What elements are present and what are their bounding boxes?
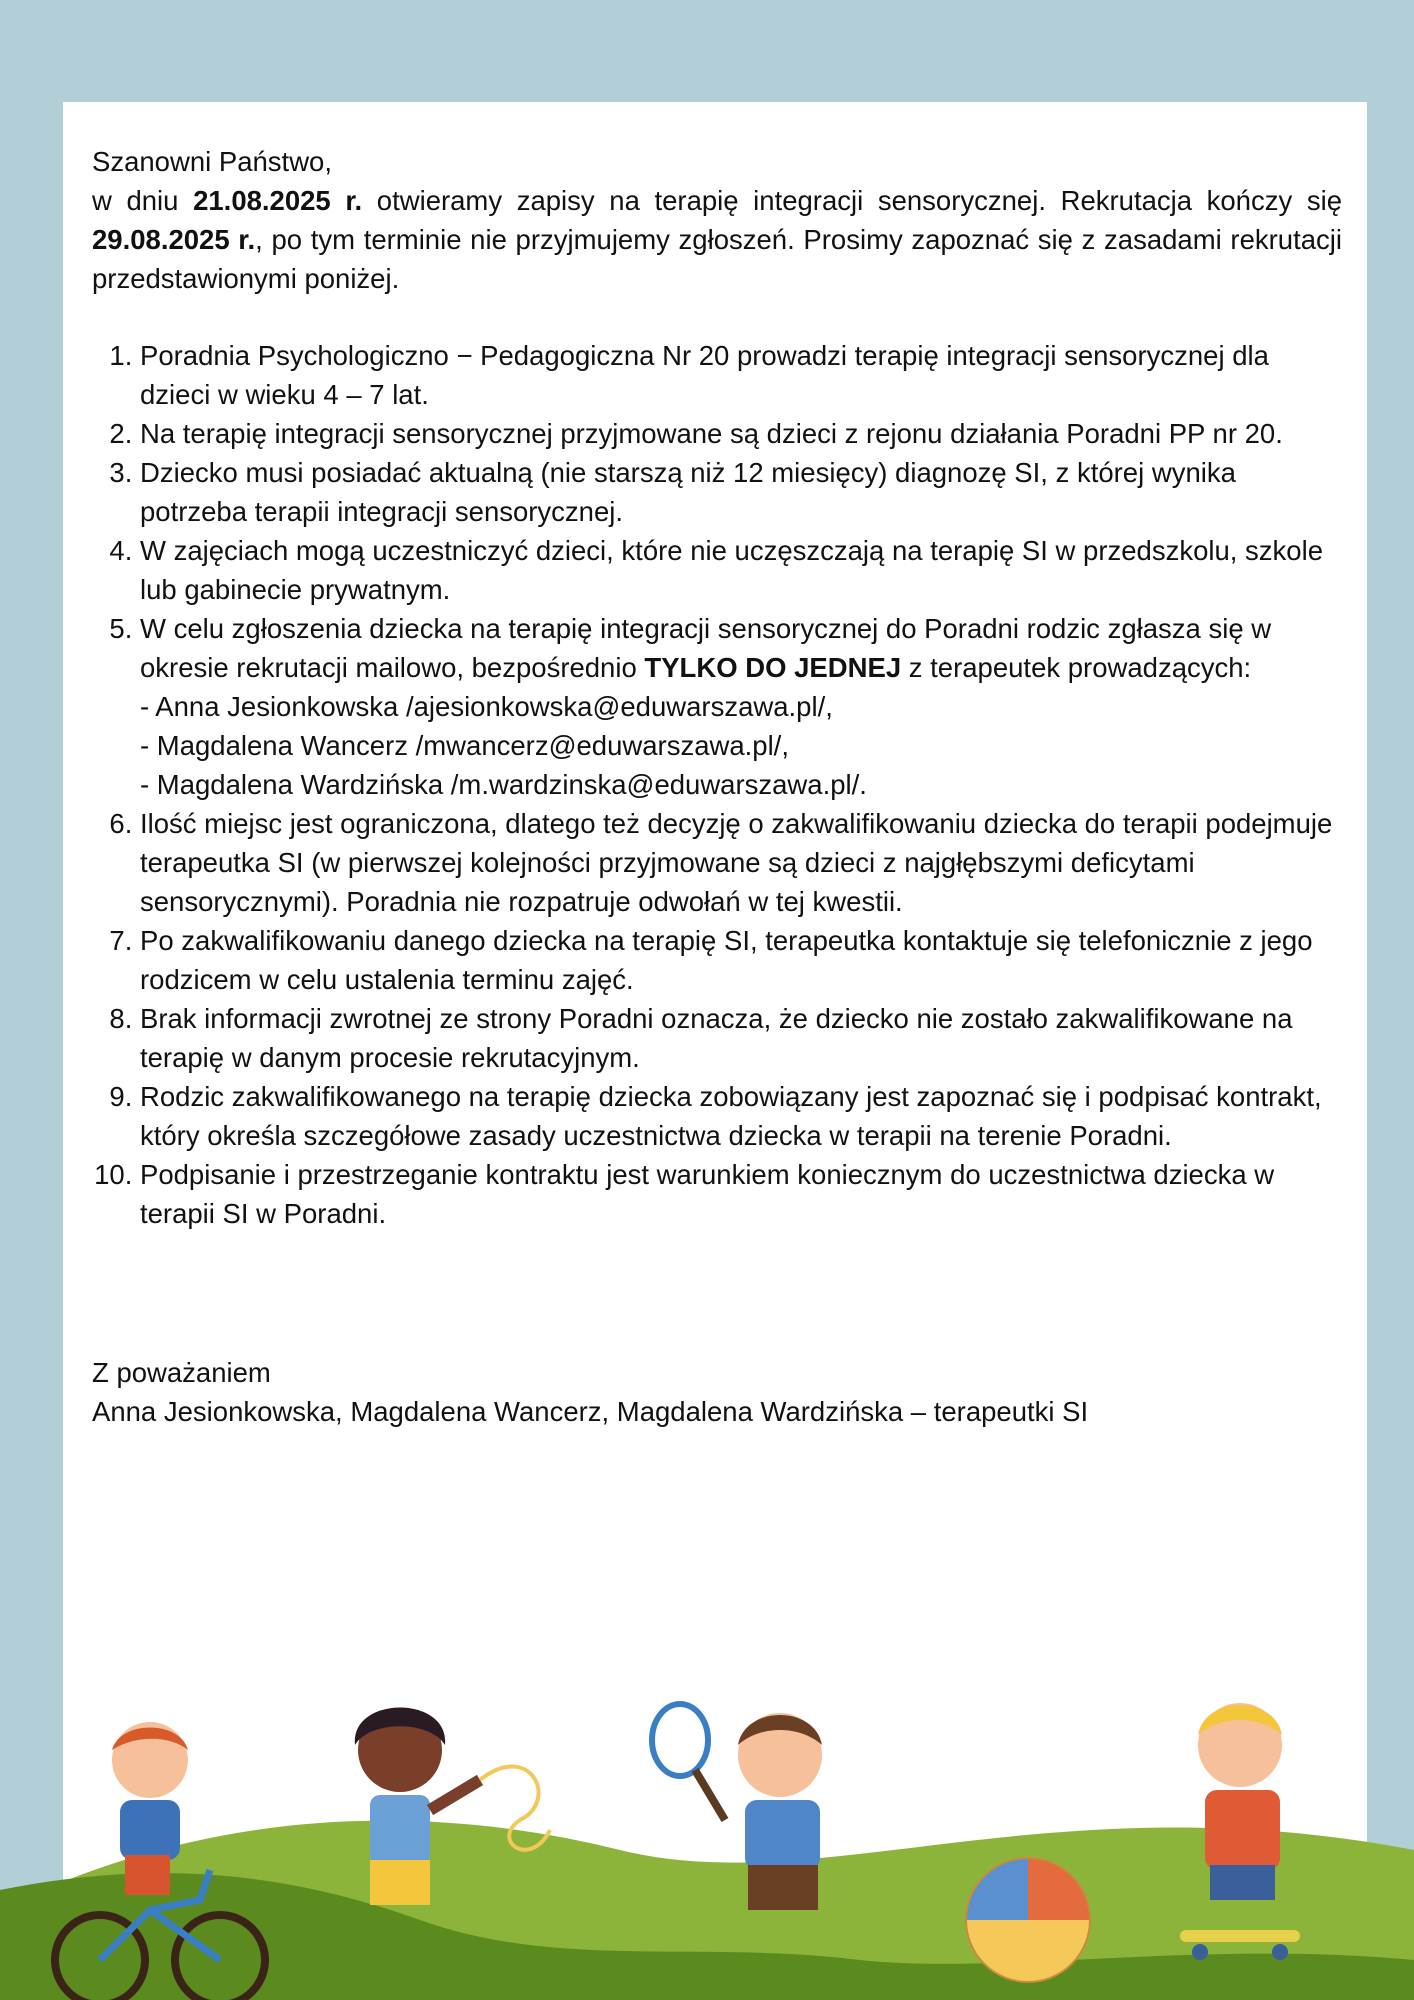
beach-ball [966, 1858, 1090, 1982]
rule-5-emphasis: TYLKO DO JEDNEJ [644, 652, 902, 683]
intro-text-1: w dniu [92, 185, 194, 216]
greeting: Szanowni Państwo, [92, 146, 332, 177]
rule-item: 2. Na terapię integracji sensorycznej przyjmowane są dzieci z rejonu działania Poradni PP nr 20. [140, 414, 1342, 453]
contact-line: - Magdalena Wardzińska /m.wardzinska@eduwarszawa.pl/. [140, 769, 867, 800]
rule-item: 3. Dziecko musi posiadać aktualną (nie starszą niż 12 miesięcy) diagnozę SI, z której wynika potrzeba terapii integracji sensorycznej. [140, 453, 1342, 531]
rule-item: 8. Brak informacji zwrotnej ze strony Poradni oznacza, że dziecko nie zostało zakwalifikowane na terapię w danym procesie rekrutacyjnym. [140, 999, 1342, 1077]
closing-block [92, 1353, 1342, 1431]
letter-content [92, 142, 1342, 1431]
children-playing-illustration [0, 1660, 1414, 2000]
rules-list [92, 336, 1342, 1233]
rule-item: 7. Po zakwalifikowaniu danego dziecka na terapię SI, terapeutka kontaktuje się telefonicznie z jego rodzicem w celu ustalenia terminu zajęć. [140, 921, 1342, 999]
intro-text-2: otwieramy zapisy na terapię integracji sensorycznej. Rekrutacja kończy się [362, 185, 1342, 216]
intro-paragraph [92, 181, 1342, 298]
contact-line: - Magdalena Wancerz /mwancerz@eduwarszawa.pl/, [140, 730, 789, 761]
closing-salutation: Z poważaniem [92, 1357, 271, 1388]
open-date: 21.08.2025 r. [193, 185, 363, 216]
rule-item: 6. Ilość miejsc jest ograniczona, dlatego też decyzję o zakwalifikowaniu dziecka do terapii podejmuje terapeutka SI (w pierwszej kolejności przyjmowane są dzieci z najgłębszymi deficytami sensorycznymi). Poradnia nie rozpatruje odwołań w tej kwestii. [140, 804, 1342, 921]
contact-line: - Anna Jesionkowska /ajesionkowska@eduwarszawa.pl/, [140, 691, 833, 722]
rule-item [140, 609, 1342, 804]
intro-text-3: , po tym terminie nie przyjmujemy zgłoszeń. Prosimy zapoznać się z zasadami rekrutacji przedstawionymi poniżej. [92, 224, 1342, 294]
rule-item: 9. Rodzic zakwalifikowanego na terapię dziecka zobowiązany jest zapoznać się i podpisać kontrakt, który określa szczegółowe zasady uczestnictwa dziecka w terapii na terenie Poradni. [140, 1077, 1342, 1155]
rule-item: 10. Podpisanie i przestrzeganie kontraktu jest warunkiem koniecznym do uczestnictwa dziecka w terapii SI w Poradni. [140, 1155, 1342, 1233]
closing-signatures: Anna Jesionkowska, Magdalena Wancerz, Magdalena Wardzińska – terapeutki SI [92, 1396, 1089, 1427]
rule-item: 1. Poradnia Psychologiczno − Pedagogiczna Nr 20 prowadzi terapię integracji sensorycznej dla dzieci w wieku 4 – 7 lat. [140, 336, 1342, 414]
rule-5-text-b: z terapeutek prowadzących: [901, 652, 1252, 683]
close-date: 29.08.2025 r. [92, 224, 256, 255]
rule-item: 4. W zajęciach mogą uczestniczyć dzieci, które nie uczęszczają na terapię SI w przedszkolu, szkole lub gabinecie prywatnym. [140, 531, 1342, 609]
rule-5-text-a: W celu zgłoszenia dziecka na terapię integracji sensorycznej do Poradni rodzic zgłasza się w okresie rekrutacji mailowo, bezpośrednio [140, 613, 1272, 683]
